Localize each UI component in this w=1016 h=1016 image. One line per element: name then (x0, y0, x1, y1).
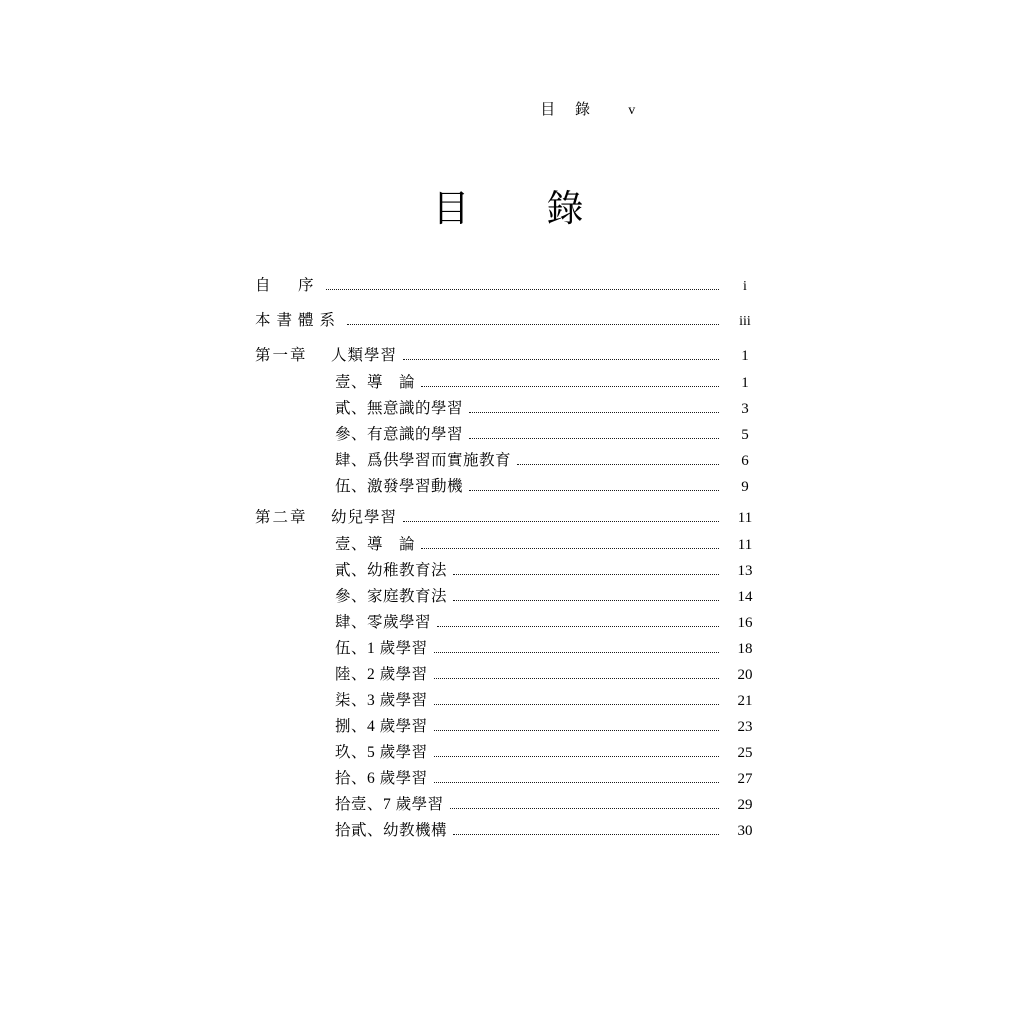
toc-entry-label: 肆、爲供學習而實施教育 (335, 452, 512, 469)
toc-leader-dots (450, 808, 719, 809)
toc-entry[interactable] (255, 537, 765, 554)
toc-entry[interactable] (255, 745, 765, 762)
toc-page-number: 25 (737, 745, 753, 761)
toc-entry-label: 貳、無意識的學習 (335, 400, 464, 417)
toc-entry[interactable] (255, 479, 765, 496)
toc-page-number: 16 (737, 615, 753, 631)
toc-page-number: 3 (741, 401, 749, 417)
toc-page-number: 14 (737, 589, 753, 605)
toc-entry[interactable] (255, 401, 765, 418)
toc-leader-dots (347, 324, 719, 325)
toc-entry[interactable] (255, 427, 765, 444)
toc-page-number: iii (739, 314, 751, 329)
toc-leader-dots (469, 412, 719, 413)
toc-leader-dots (434, 652, 719, 653)
toc-entry[interactable] (255, 313, 765, 330)
toc-entry-label: 參、有意識的學習 (335, 426, 464, 443)
toc-page-number: 1 (741, 375, 749, 391)
toc-entry-label: 陸、2 歲學習 (335, 666, 428, 683)
toc-entry-label: 肆、零歲學習 (335, 614, 432, 631)
page-title: 目 錄 (432, 189, 604, 230)
toc-entry-label: 拾、6 歲學習 (335, 770, 428, 787)
toc-entry-label: 貳、幼稚教育法 (335, 562, 448, 579)
toc-leader-dots (434, 678, 719, 679)
toc-entry[interactable] (255, 641, 765, 658)
toc-chapter-number: 第二章 (255, 509, 308, 526)
toc-page-number: 5 (741, 427, 749, 443)
toc-entry[interactable] (255, 589, 765, 606)
toc-leader-dots (453, 834, 719, 835)
toc-page-number: 6 (741, 453, 749, 469)
toc-entry[interactable] (255, 348, 765, 365)
running-header-inner (540, 98, 636, 119)
toc-leader-dots (434, 704, 719, 705)
toc-leader-dots (453, 574, 719, 575)
running-header-title: 目 錄 (540, 102, 598, 118)
toc-entry-label: 伍、1 歲學習 (335, 640, 428, 657)
toc-entry-label: 參、家庭教育法 (335, 588, 448, 605)
toc-page-number: 9 (741, 479, 749, 495)
toc-page-number: 30 (737, 823, 753, 839)
toc-entry[interactable] (255, 823, 765, 840)
toc-page-number: i (743, 279, 747, 294)
toc-leader-dots (434, 730, 719, 731)
toc-entry[interactable] (255, 615, 765, 632)
toc-page-number: 29 (737, 797, 753, 813)
toc-entry[interactable] (255, 375, 765, 392)
toc-page-number: 11 (737, 510, 753, 526)
toc-entry[interactable] (255, 797, 765, 814)
toc-leader-dots (434, 756, 719, 757)
toc-page-number: 23 (737, 719, 753, 735)
toc-entry-label: 人類學習 (331, 347, 398, 364)
toc-leader-dots (421, 548, 719, 549)
toc-entry-label: 幼兒學習 (331, 509, 398, 526)
toc-leader-dots (469, 490, 719, 491)
toc-leader-dots (434, 782, 719, 783)
toc-leader-dots (403, 359, 719, 360)
toc-page-number: 21 (737, 693, 753, 709)
running-header-page-number: v (628, 103, 636, 118)
toc-entry-label: 壹、導 論 (335, 374, 416, 391)
table-of-contents (255, 278, 765, 849)
toc-page-number: 27 (737, 771, 753, 787)
toc-entry-label: 伍、激發學習動機 (335, 478, 464, 495)
toc-entry-label: 玖、5 歲學習 (335, 744, 428, 761)
toc-entry[interactable] (255, 771, 765, 788)
toc-entry-label: 自 序 (255, 277, 320, 294)
toc-entry[interactable] (255, 563, 765, 580)
toc-leader-dots (517, 464, 719, 465)
toc-leader-dots (403, 521, 719, 522)
toc-leader-dots (421, 386, 719, 387)
toc-entry[interactable] (255, 510, 765, 527)
toc-entry[interactable] (255, 693, 765, 710)
toc-entry-label: 本書體系 (255, 312, 342, 329)
toc-entry[interactable] (255, 278, 765, 295)
toc-leader-dots (326, 289, 719, 290)
toc-page-number: 13 (737, 563, 753, 579)
toc-leader-dots (437, 626, 719, 627)
toc-entry-label: 壹、導 論 (335, 536, 416, 553)
toc-leader-dots (469, 438, 719, 439)
toc-entry[interactable] (255, 719, 765, 736)
toc-page-number: 18 (737, 641, 753, 657)
toc-entry-label: 拾壹、7 歲學習 (335, 796, 444, 813)
toc-entry-label: 柒、3 歲學習 (335, 692, 428, 709)
toc-entry-label: 拾貳、幼教機構 (335, 822, 448, 839)
toc-leader-dots (453, 600, 719, 601)
toc-page-number: 20 (737, 667, 753, 683)
toc-page-number: 11 (737, 537, 753, 553)
toc-entry-label: 捌、4 歲學習 (335, 718, 428, 735)
toc-page-number: 1 (741, 348, 749, 364)
toc-entry[interactable] (255, 667, 765, 684)
toc-entry[interactable] (255, 453, 765, 470)
toc-chapter-number: 第一章 (255, 347, 308, 364)
running-header (0, 98, 1016, 119)
